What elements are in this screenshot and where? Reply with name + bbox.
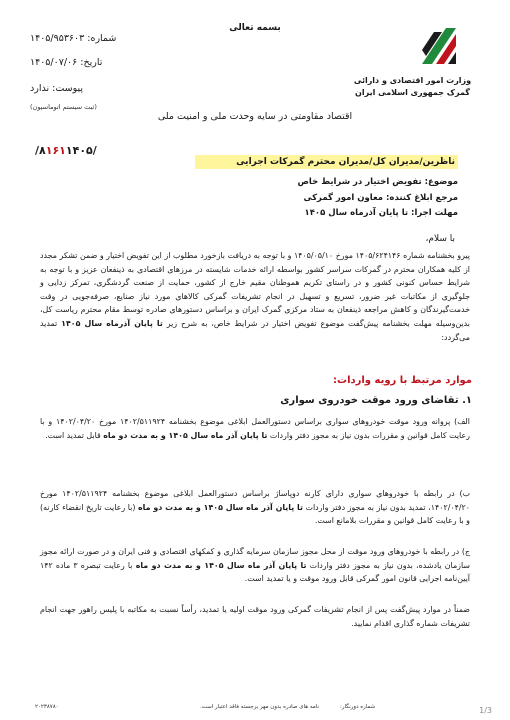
- attachment-label: پیوست:: [52, 83, 84, 94]
- slogan: اقتصاد مقاومتی در سایه وحدت ملی و امنیت ملی: [157, 111, 353, 122]
- issuer-line: مرجع ابلاغ کننده: معاون امور گمرکی: [303, 193, 458, 203]
- org-ministry: وزارت امور اقتصادی و دارائی: [353, 76, 472, 85]
- closing-note: ضمناً در موارد پیش‌گفت پس از انجام تشریفات گمرکی ورود موقت اولیه یا تمدید، رأساً نسبت به مکاتبه با پلیس راهور جهت انجام تشریفات شماره گذاری اقدام نمایید.: [40, 605, 470, 628]
- doc-number-suffix: /۸: [35, 144, 46, 157]
- item-jim-text: ج) در رابطه با خودروهای ورود موقت از محل مجوز سازمان سرمایه گذاری و کمکهای اقتصادی و فنی ایران و در صورت ارائه مجوز سازمان یادشده، بدون نیاز به مجوز دفتر واردات: [40, 547, 470, 570]
- item-alef: [40, 415, 470, 442]
- footer-fax: شماره دورنگار:: [340, 704, 376, 710]
- number-value: ۱۴۰۵/۹۵۳۶۰۳: [30, 33, 85, 44]
- org-customs: گمرک جمهوری اسلامی ایران: [355, 88, 470, 97]
- subsection-title: ۱. تقاضای ورود موقت خودروی سواری: [280, 395, 472, 406]
- customs-logo: [412, 20, 470, 72]
- page-indicator: 1/3: [479, 706, 492, 715]
- footer-disclaimer: نامه های صادره بدون مهر برجسته فاقد اعتبار است.: [200, 704, 319, 710]
- deadline-line: مهلت اجرا: تا پایان آذرماه سال ۱۴۰۵: [304, 208, 458, 218]
- letter-date: [30, 57, 102, 68]
- item-alef-deadline: تا پایان آذر ماه سال ۱۴۰۵ و به مدت دو ماه: [103, 430, 268, 440]
- section-title: موارد مرتبط با رویه واردات:: [333, 375, 472, 386]
- system-note: (ثبت سیستم اتوماسیون): [30, 103, 97, 111]
- recipients-line: ناظرین/مدیران کل/مدیران محترم گمرکات اجرایی: [195, 155, 458, 169]
- bismillah: بسمه تعالی: [229, 23, 281, 33]
- greeting: با سلام،: [425, 234, 455, 244]
- item-jim-deadline: تا پایان آذر ماه سال ۱۴۰۵ و به مدت دو ماه: [135, 560, 307, 570]
- item-jim-end: با رعایت تبصره ۳ ماده ۱۴۲ آیین‌نامه اجرایی قانون امور گمرکی قابل ورود موقت و یا تمدید است.: [40, 560, 470, 584]
- date-value: ۱۴۰۵/۰۷/۰۶: [30, 57, 78, 68]
- item-jim: [40, 545, 470, 586]
- item-be-end: (با رعایت تاریخ انقضاء کارنه) و با رعایت کامل قوانین و مقررات بلامانع است.: [40, 502, 470, 526]
- intro-deadline: تا پایان آذرماه سال ۱۴۰۵: [61, 318, 163, 328]
- letter-attachment: [30, 83, 83, 94]
- intro-paragraph: [40, 249, 470, 344]
- attachment-value: ندارد: [30, 83, 50, 94]
- item-be-text: ب) در رابطه با خودروهای سواری دارای کارنه دوپاساژ براساس دستورالعمل ابلاغی موضوع بخشنامه ۱۴۰۲/۵۱۱۹۲۴ مورخ ۱۴۰۲/۰۴/۲۰، تمدید بدون نیاز به مجوز دفتر واردات: [40, 489, 471, 512]
- subject-line: موضوع: تفویض اختیار در شرایط خاص: [297, 177, 458, 187]
- letter-number: [30, 33, 116, 44]
- item-alef-text: الف) پروانه ورود موقت خودروهای سواری براساس دستورالعمل ابلاغی موضوع بخشنامه ۱۴۰۲/۵۱۱۹۲۴ مورخ ۱۴۰۲/۰۴/۲۰ و با رعایت کامل قوانین و مقررات بدون نیاز به مجوز دفتر واردات: [40, 417, 470, 440]
- document-number: [35, 144, 97, 157]
- intro-text: پیرو بخشنامه شماره ۱۴۰۵/۶۲۴۱۴۶ مورخ ۱۴۰۵/۰۵/۱۰ و با توجه به دریافت بازخورد مطلوب از این تفویض اختیار و ضمن تشکر مجدد از کلیه همکاران محترم در گمرکات سراسر کشور بواسطه ارائه خدمات شایسته در مرزهای اقتصادی به ذینفعان عزیز و با توجه به شرایط حساس کنونی کشور و در راستای تکریم هموطنان مقیم خارج از کشور، حمایت از صنعت گردشگری، تمرکز زدایی و جلوگیری از مکاتبات غیر ضرور، تسریع و تسهیل در انجام تشریفات گمرکی کالاهای مورد نیاز صنایع، صرفه‌جویی در وقت خدمت‌گیرندگان و کاهش مراجعه ذینفعان به ستاد مرکزی گمرک ایران و براساس دستورهای صادره توسط مقام محترم ریاست کل، بدین‌وسیله مهلت بخشنامه پیش‌گفت موضوع تفویض اختیار در شرایط خاص، به شرح زیر: [40, 251, 471, 328]
- customs-emblem-icon: [412, 20, 470, 72]
- date-label: تاریخ:: [80, 57, 103, 68]
- intro-text-end: تمدید می‌گردد:: [40, 318, 470, 342]
- item-be: [40, 487, 470, 528]
- doc-number-prefix: ۱۴۰۵/: [65, 144, 97, 157]
- number-label: شماره:: [87, 33, 117, 44]
- doc-number-highlight: ۱۶۱: [45, 144, 66, 157]
- item-be-deadline: تا پایان آذر ماه سال ۱۴۰۵ و به مدت دو ماه: [138, 502, 303, 512]
- item-alef-end: قابل تمدید است.: [45, 430, 104, 440]
- footer-code: ۲۰۲۳۸۷۸۰: [35, 704, 59, 710]
